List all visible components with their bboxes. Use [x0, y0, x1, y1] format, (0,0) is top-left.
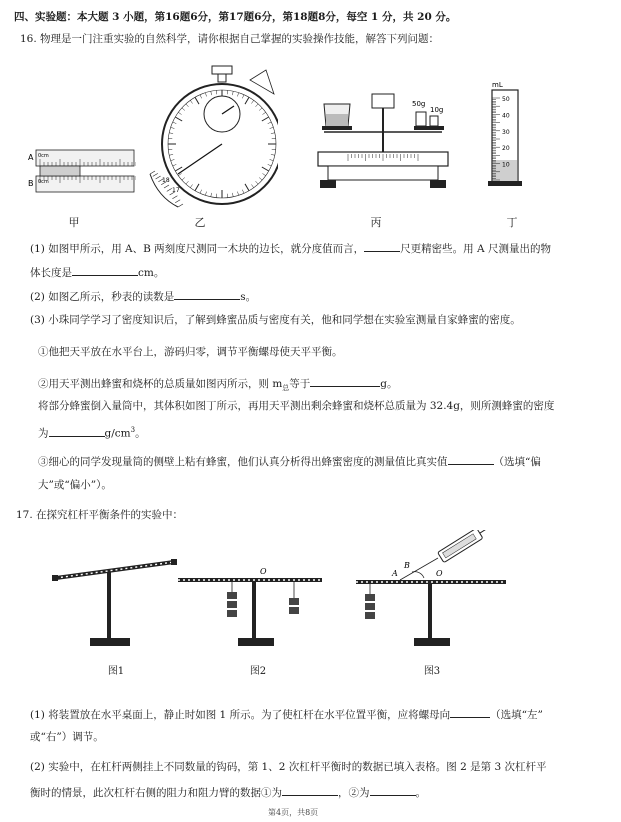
answer-blank-total-mass[interactable] — [310, 375, 380, 387]
weight-label-10g: 10g — [430, 106, 444, 114]
caption-jia: 甲 — [68, 216, 80, 229]
cylinder-tick-label: 10 — [502, 161, 510, 169]
figure-bing-balance — [308, 84, 458, 194]
caption-fig3: 图3 — [423, 666, 441, 677]
q16-p1-line1 — [30, 240, 551, 256]
q16-p3-line: (3) 小珠同学学习了密度知识后，了解到蜂蜜品质与密度有关，他和同学想在实验室测量自家蜂蜜的密度。 — [30, 314, 521, 326]
q17-p1-line2: 或“右”）调节。 — [30, 731, 104, 743]
page-footer: 第4页，共8页 — [268, 808, 319, 817]
q16-step2-text-f: 。 — [135, 427, 146, 440]
q17-p1-line1 — [30, 706, 543, 722]
q16-step3-line2: 大”或“偏小”）。 — [38, 479, 112, 491]
q16-step2-line3 — [38, 423, 146, 441]
cylinder-tick-label: 40 — [502, 112, 510, 120]
ruler-unit-a: 0cm — [38, 153, 49, 159]
q16-step2-sup: 3 — [130, 426, 136, 434]
ruler-unit-b: 0cm — [38, 179, 49, 185]
q17-p2-line2 — [30, 784, 426, 800]
stopwatch-crown — [212, 66, 232, 74]
spring-scale — [438, 530, 490, 563]
ruler-b-label: B — [28, 179, 34, 188]
q16-p2-text-a: (2) 如图乙所示，秒表的读数是 — [30, 291, 175, 303]
q16-step2-text-d: 为 — [38, 427, 49, 440]
q16-step3-line1 — [38, 453, 541, 469]
weight-label-50g: 50g — [412, 100, 426, 108]
q16-p1-line2 — [30, 264, 164, 280]
q16-p1-text-c: 体长度是 — [30, 267, 72, 279]
answer-blank-stopwatch[interactable] — [174, 288, 240, 300]
figure-ding-cylinder — [486, 78, 526, 188]
cylinder-tick-label: 20 — [502, 145, 510, 153]
q16-step1: ①他把天平放在水平台上，游码归零，调节平衡螺母使天平平衡。 — [38, 346, 343, 358]
ruler-a-label: A — [28, 153, 34, 162]
q16-p2-line — [30, 288, 256, 304]
q16-p1-text-d: cm。 — [138, 267, 165, 279]
caption-fig2: 图2 — [249, 666, 267, 677]
cylinder-tick-label: 30 — [502, 128, 510, 136]
section-title: 四、实验题：本大题 3 小题，第16题6分，第17题6分，第18题8分，每空 1 分，共 20 分。 — [14, 11, 457, 23]
figure-lever-1 — [50, 556, 180, 656]
q17-p2-text-b: 衡时的情景，此次杠杆右侧的阻力和阻力臂的数据①为 — [30, 787, 282, 799]
q16-step3-text-b: （选填“偏 — [493, 456, 541, 468]
q17-stem: 17. 在探究杠杆平衡条件的实验中： — [16, 509, 184, 521]
answer-blank-length[interactable] — [72, 264, 138, 276]
q16-step2-text-c: g。 — [380, 378, 398, 390]
q16-p2-text-b: s。 — [240, 291, 257, 303]
q16-stem: 16. 物理是一门注重实验的自然科学，请你根据自己掌握的实验操作技能，解答下列问题： — [20, 33, 440, 45]
q16-step2-text-e: g/cm — [104, 427, 131, 440]
wood-block — [40, 166, 80, 176]
caption-bing: 丙 — [370, 216, 382, 229]
figure-lever-2 — [176, 566, 326, 656]
q16-step2-sub: 总 — [282, 384, 290, 393]
cylinder-unit: mL — [492, 81, 503, 89]
lever-2-pivot-label: O — [260, 567, 267, 576]
q17-p2-text-c: ，②为 — [338, 787, 370, 799]
q17-p1-text-a: (1) 将装置放在水平桌面上，静止时如图 1 所示。为了使杠杆在水平位置平衡，应将螺母向 — [30, 709, 451, 721]
stopwatch-mark-17: 17 — [172, 187, 180, 194]
caption-fig1: 图1 — [107, 666, 125, 677]
balance-pointer-scale — [372, 94, 394, 108]
answer-blank-nut-direction[interactable] — [450, 706, 490, 718]
weight-10g — [430, 116, 438, 126]
answer-blank-ruler[interactable] — [364, 240, 400, 252]
figure-lever-3 — [352, 530, 512, 656]
answer-blank-bias[interactable] — [448, 453, 494, 465]
lever-3-point-a-label: A — [392, 569, 398, 578]
q16-step3-text-a: ③细心的同学发现量筒的侧壁上粘有蜂蜜，他们认真分析得出蜂蜜密度的测量值比真实值 — [38, 456, 448, 468]
ruler-b — [36, 176, 134, 192]
q16-p1-text-b: 尺更精密些。用 A 尺测量出的物 — [400, 243, 551, 255]
q16-p1-text-a: (1) 如图甲所示，用 A、B 两刻度尺测同一木块的边长，就分度值而言， — [30, 243, 365, 255]
answer-blank-density[interactable] — [49, 425, 105, 437]
figure-yi-stopwatch — [138, 62, 278, 212]
caption-ding: 丁 — [506, 216, 518, 229]
caption-yi: 乙 — [194, 216, 206, 229]
ruler-a — [36, 150, 134, 166]
q16-step2-text-b: 等于 — [289, 378, 311, 390]
q17-p2-line1: (2) 实验中，在杠杆两侧挂上不同数量的钩码，第 1、2 次杠杆平衡时的数据已填入表格。图 2 是第 3 次杠杆平 — [30, 761, 547, 773]
q16-step2-text-a: ②用天平测出蜂蜜和烧杯的总质量如图丙所示，则 m — [38, 378, 283, 390]
lever-3-point-b-label: B — [404, 561, 410, 570]
answer-blank-resistance[interactable] — [282, 784, 338, 796]
q16-step2-line1 — [38, 375, 398, 395]
lever-3-pivot-label: O — [436, 569, 443, 578]
stopwatch-mark-18: 18 — [162, 177, 170, 184]
q17-p2-text-d: 。 — [415, 787, 426, 799]
figure-jia-rulers — [26, 138, 136, 208]
q17-p1-text-b: （选填“左” — [490, 709, 543, 721]
cylinder-tick-label: 50 — [502, 96, 510, 103]
answer-blank-resistance-arm[interactable] — [370, 784, 416, 796]
q16-step2-line2: 将部分蜂蜜倒入量筒中，其体积如图丁所示，再用天平测出剩余蜂蜜和烧杯总质量为 32.4g，则所测蜂蜜的密度 — [38, 400, 555, 412]
weight-50g — [416, 112, 426, 126]
